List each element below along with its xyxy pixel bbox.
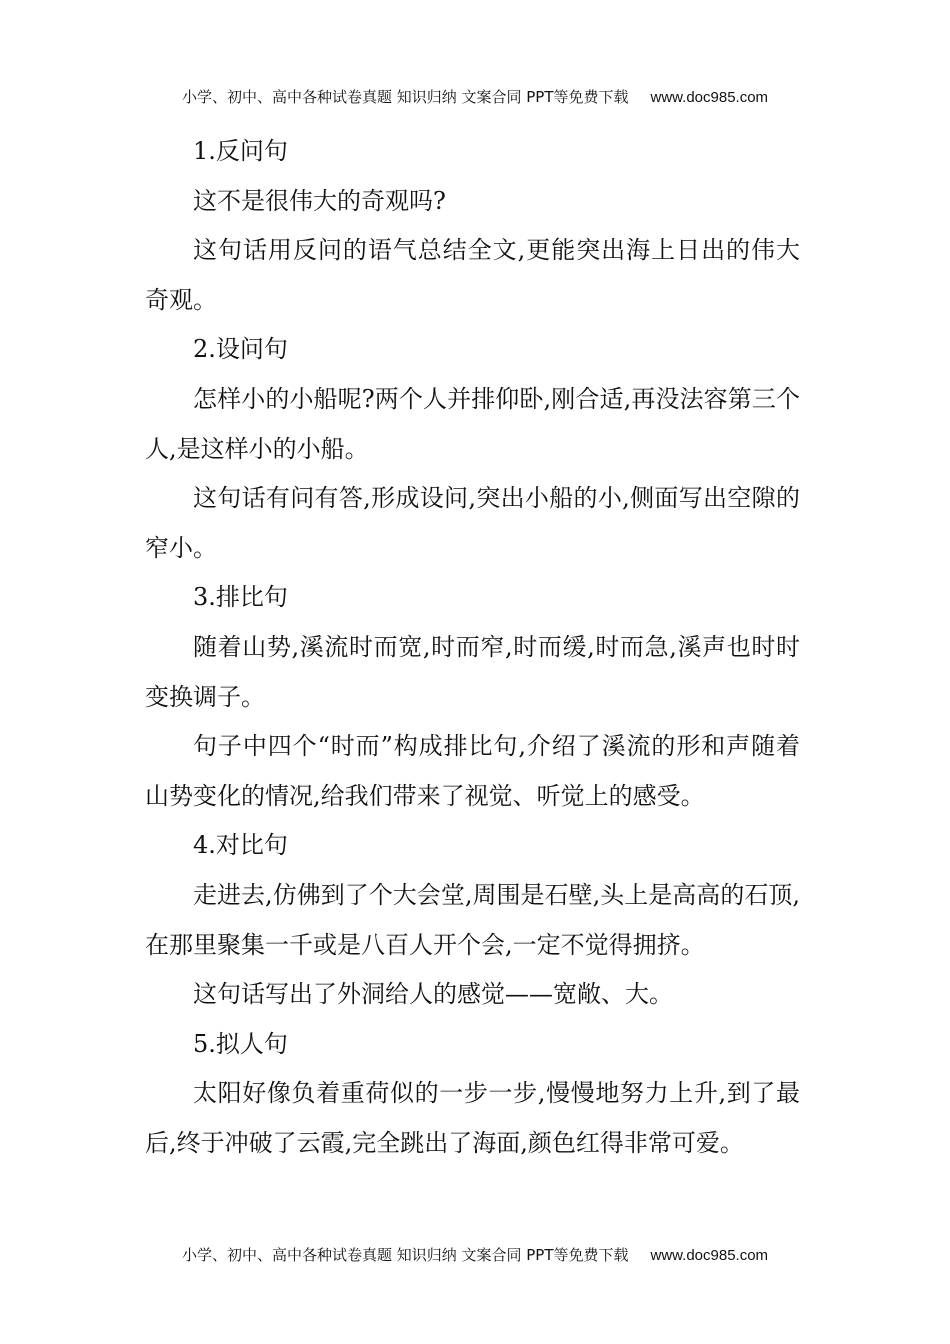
heading-self-answered-question: 2.设问句 <box>193 335 288 364</box>
footer-tagline: 小学、初中、高中各种试卷真题 知识归纳 文案合同 PPT等免费下载 <box>181 1246 629 1264</box>
explanation-paragraph: 这句话用反问的语气总结全文,更能突出海上日出的伟大奇观。 <box>145 236 800 314</box>
explanation-paragraph: 这句话有问有答,形成设问,突出小船的小,侧面写出空隙的窄小。 <box>145 484 800 562</box>
heading-personification: 5.拟人句 <box>193 1029 288 1058</box>
heading-parallelism: 3.排比句 <box>193 583 288 612</box>
explanation-paragraph: 这句话写出了外洞给人的感觉——宽敞、大。 <box>193 980 673 1009</box>
page-header <box>0 87 950 108</box>
example-sentence: 太阳好像负着重荷似的一步一步,慢慢地努力上升,到了最后,终于冲破了云霞,完全跳出了海面,颜色红得非常可爱。 <box>145 1079 800 1157</box>
example-sentence: 随着山势,溪流时而宽,时而窄,时而缓,时而急,溪声也时时变换调子。 <box>145 632 800 711</box>
example-sentence: 怎样小的小船呢?两个人并排仰卧,刚合适,再没法容第三个人,是这样小的小船。 <box>145 384 800 463</box>
example-sentence: 这不是很伟大的奇观吗? <box>193 186 446 215</box>
explanation-paragraph: 句子中四个“时而”构成排比句,介绍了溪流的形和声随着山势变化的情况,给我们带来了视觉、听觉上的感受。 <box>145 732 800 810</box>
footer-url-link[interactable]: www.doc985.com <box>650 1247 769 1264</box>
header-tagline: 小学、初中、高中各种试卷真题 知识归纳 文案合同 PPT等免费下载 <box>181 88 629 106</box>
example-sentence: 走进去,仿佛到了个大会堂,周围是石壁,头上是高高的石顶,在那里聚集一千或是八百人开个会,一定不觉得拥挤。 <box>145 880 800 959</box>
heading-contrast: 4.对比句 <box>193 831 288 860</box>
header-url-link[interactable]: www.doc985.com <box>650 89 769 106</box>
document-body <box>145 127 800 1168</box>
heading-rhetorical-question: 1.反问句 <box>193 137 288 165</box>
page-footer <box>0 1245 950 1266</box>
